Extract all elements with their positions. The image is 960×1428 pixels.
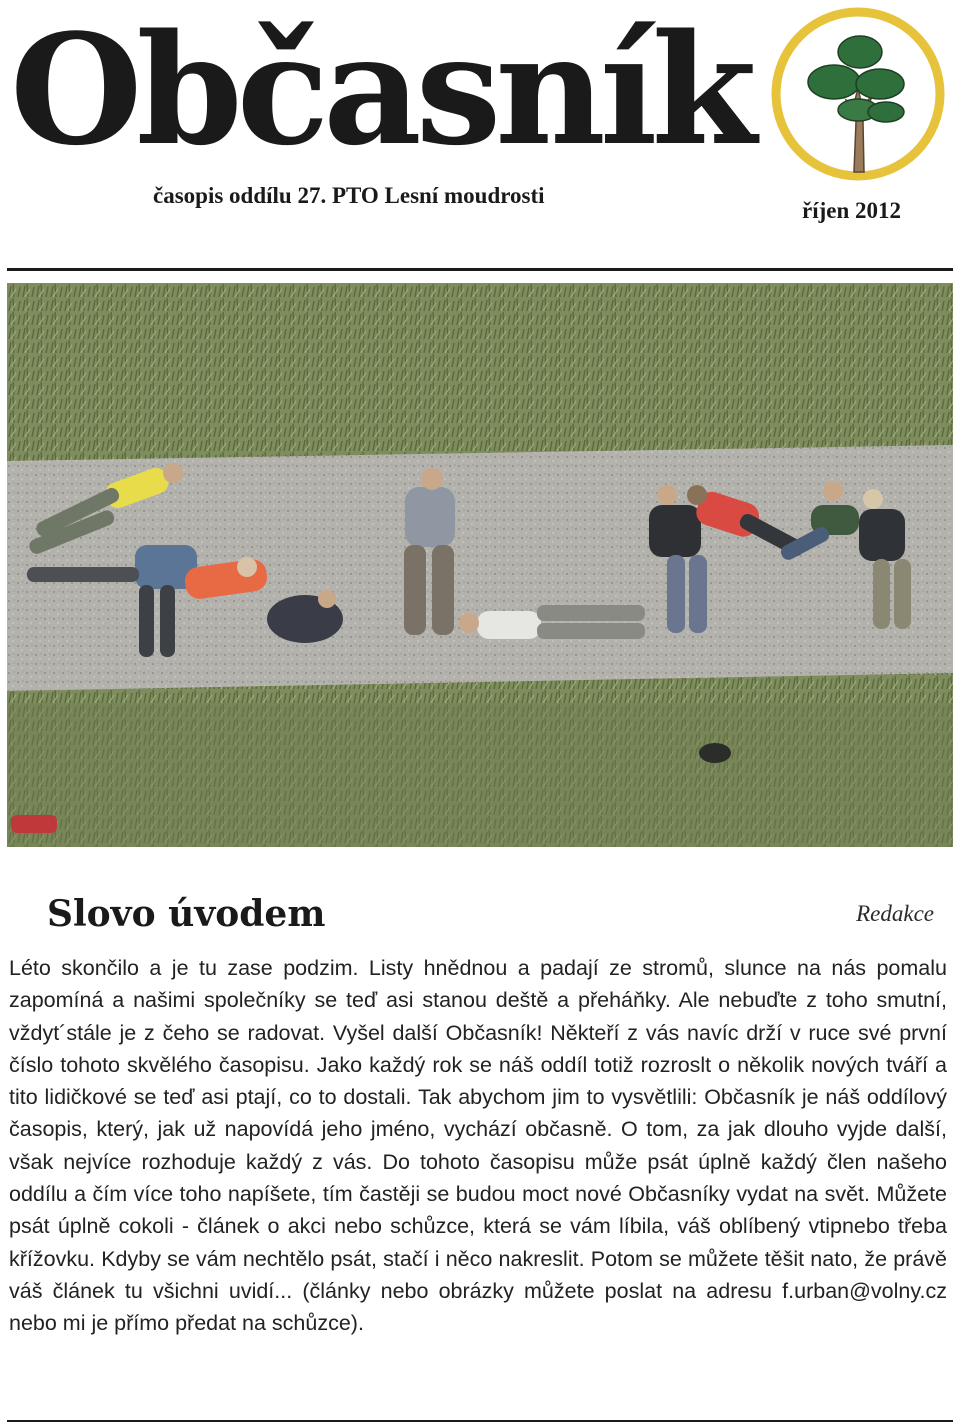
magazine-subtitle: časopis oddílu 27. PTO Lesní moudrosti (153, 183, 545, 208)
article-author: Redakce (856, 901, 934, 926)
article-body: Léto skončilo a je tu zase podzim. Listy hnědnou a padají ze stromů, slunce na nás pomalu zapomíná a našimi společníky se teď asi stanou deště a přeháňky. Ale nebuďte z toho smutní, vždyt´stále je z čeho se radovat. Vyšel další Občasník! Někteří z vás navíc drží v ruce své první číslo tohoto skvělého časopisu. Jako každý rok se náš oddíl totiž rozroslt o několik nových tváří a tito lidičkové se teď asi ptají, co to dostali. Tak abychom jim to vysvětlili: Občasník je náš oddílový časopis, který, jak už napovídá jeho jméno, vychází občasně. O tom, za jak dlouho vyjde další, však nejvíce rozhoduje každý z vás. Do tohoto časopisu může psát úplně každý člen našeho oddílu a čím více toho napíšete, tím častěji se budou moct nové Občasníky vydat na svět. Můžete psát úplně cokoli - článek o akci nebo schůzce, která se vám líbila, váš oblíbený vtipnebo třeba křížovku. Kdyby se vám nechtělo psát, stačí i něco nakreslit. Potom se můžete těšit nato, že právě váš článek tu všichni uvidí... (články nebo obrázky můžete poslat na adresu f.urban@volny.cz nebo mi je přímo předat na schůzce). (9, 956, 947, 1336)
group-photo-icon (7, 283, 953, 847)
tree-icon (768, 4, 948, 184)
article-title: Slovo úvodem (47, 893, 326, 935)
footer-divider (7, 1420, 953, 1422)
header-divider (7, 268, 953, 271)
masthead-title: Občasník (10, 0, 751, 179)
issue-date: říjen 2012 (802, 198, 902, 223)
